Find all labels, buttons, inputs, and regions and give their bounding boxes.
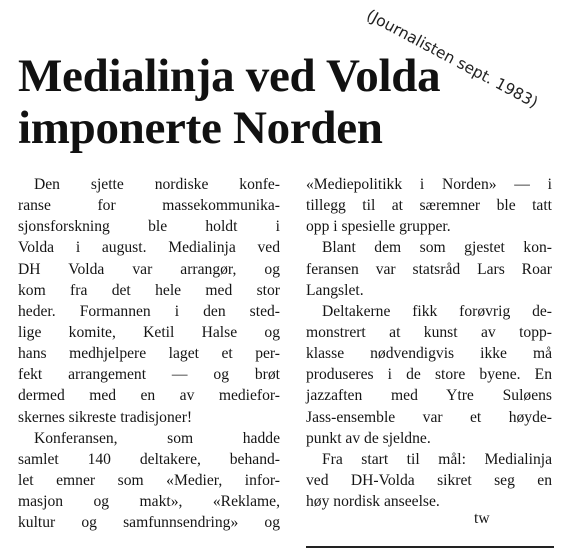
text-line: Fra start til mål: Medialinja bbox=[322, 450, 552, 468]
text-line: feransen var statsråd Lars Roar bbox=[306, 260, 552, 278]
text-line: kom fra det hele med stor bbox=[18, 281, 280, 299]
text-line: masjon og makt», «Reklame, bbox=[18, 493, 280, 511]
text-line: skernes sikreste tradisjoner! bbox=[18, 408, 193, 426]
article-column-right bbox=[306, 174, 552, 512]
text-line: Deltakerne fikk forøvrig de- bbox=[322, 302, 552, 320]
article-column-left bbox=[18, 174, 280, 533]
source-annotation: (Journalisten sept. 1983) bbox=[363, 6, 541, 112]
text-line: «Mediepolitikk i Norden» — i bbox=[306, 176, 552, 193]
text-line: produseres i de store byene. En bbox=[306, 366, 552, 384]
headline bbox=[18, 50, 440, 154]
text-line: jazzaften med Ytre Suløens bbox=[306, 387, 552, 405]
text-line: kultur og samfunnsendring» og bbox=[18, 514, 280, 532]
text-line: punkt av de sjeldne. bbox=[306, 429, 431, 447]
text-line: monstrert at kunst av topp- bbox=[306, 323, 552, 341]
text-line: klasse nødvendigvis ikke må bbox=[306, 345, 552, 363]
text-line: Den sjette nordiske konfe- bbox=[34, 176, 280, 193]
headline-line-2: imponerte Norden bbox=[18, 102, 383, 154]
text-line: Konferansen, som hadde bbox=[34, 429, 280, 447]
text-line: opp i spesielle grupper. bbox=[306, 218, 451, 236]
headline-line-1: Medialinja ved Volda bbox=[18, 50, 441, 102]
text-line: Langslet. bbox=[306, 281, 364, 299]
text-line: samlet 140 deltakere, behand- bbox=[18, 450, 280, 468]
author-signature: tw bbox=[474, 510, 490, 527]
text-line: fekt arrangement — og brøt bbox=[18, 366, 280, 384]
text-line: DH Volda var arrangør, og bbox=[18, 260, 280, 278]
text-line: dermed med en av mediefor- bbox=[18, 387, 280, 405]
text-line: hans medhjelpere laget et per- bbox=[18, 345, 280, 363]
text-line: ved DH-Volda sikret seg en bbox=[306, 471, 552, 489]
text-line: let emner som «Medier, infor- bbox=[18, 471, 280, 489]
text-line: heder. Formannen i den sted- bbox=[18, 302, 280, 320]
text-line: Volda i august. Medialinja ved bbox=[18, 239, 280, 257]
text-line: høy nordisk anseelse. bbox=[306, 493, 440, 511]
text-line: tillegg til at særemner ble tatt bbox=[306, 197, 552, 215]
text-line: Blant dem som gjestet kon- bbox=[322, 239, 552, 257]
bottom-rule bbox=[306, 546, 554, 548]
text-line: lige komite, Ketil Halse og bbox=[18, 323, 280, 341]
text-line: Jass-ensemble var et høyde- bbox=[306, 408, 552, 426]
text-line: ranse for massekommunika- bbox=[18, 197, 280, 215]
text-line: sjonsforskning ble holdt i bbox=[18, 218, 280, 236]
